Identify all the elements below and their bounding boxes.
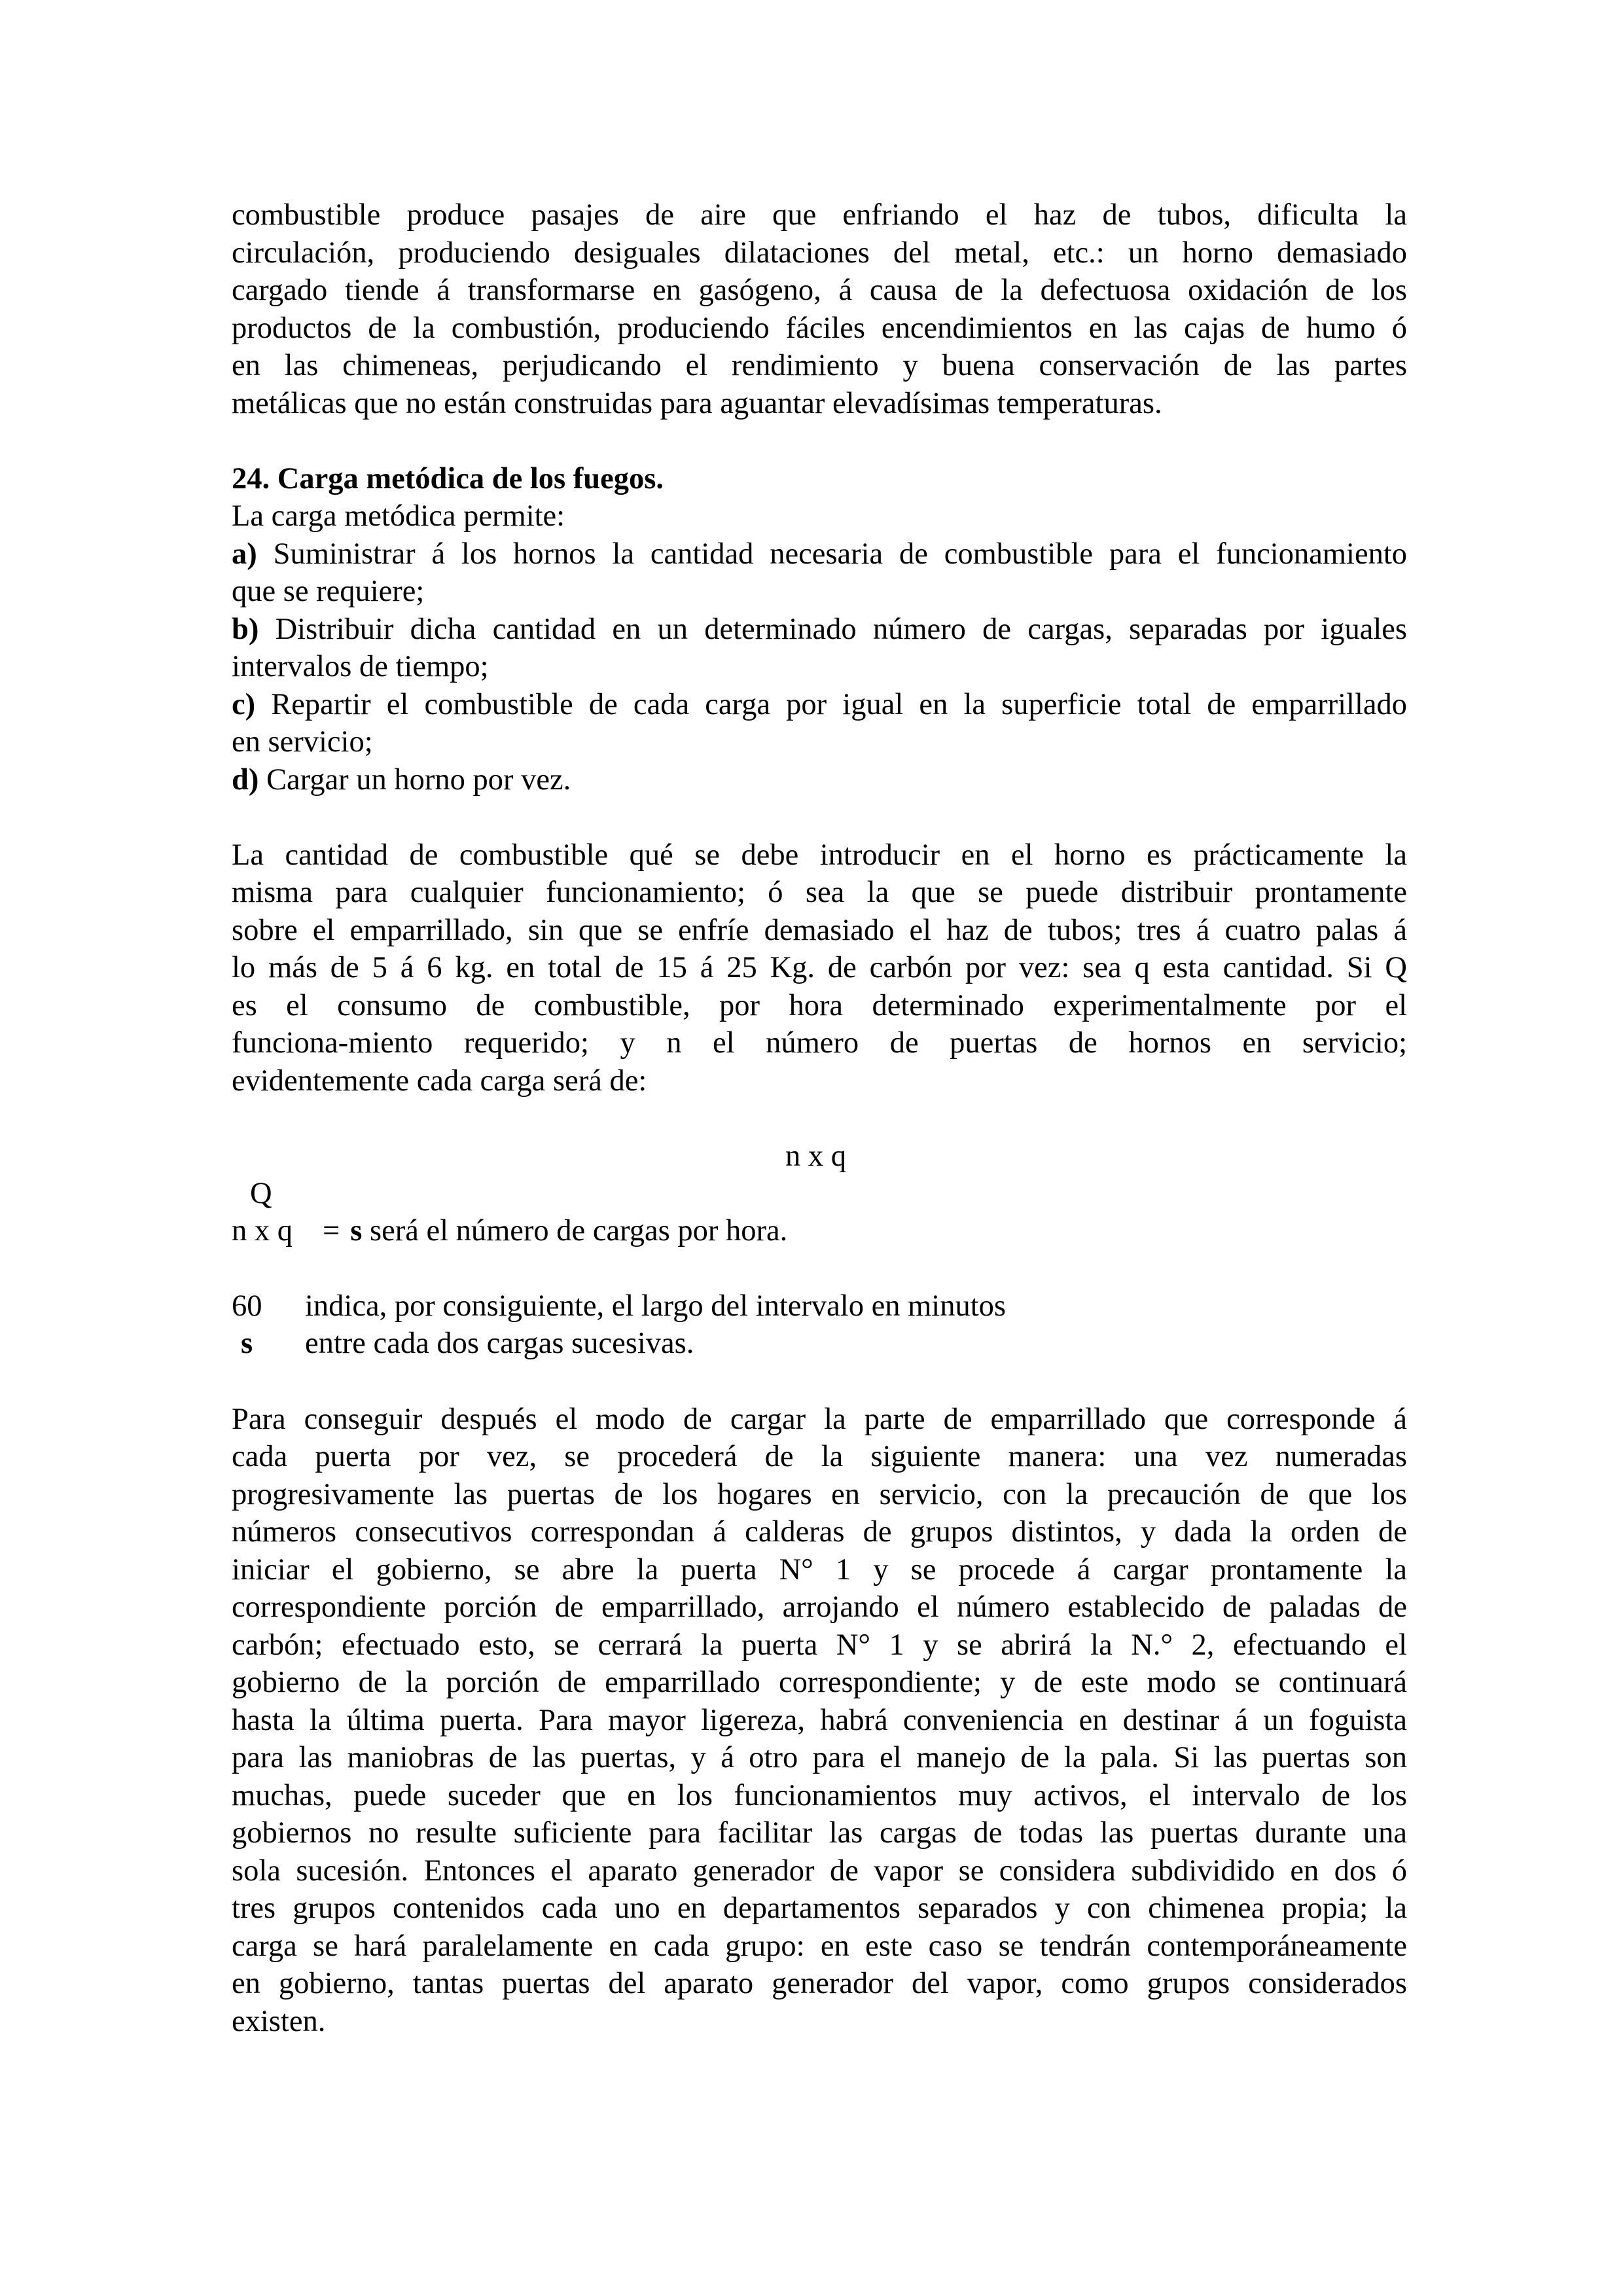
text-line: productos de la combustión, produciendo fáciles encendimientos en las cajas de humo ó xyxy=(232,311,1407,345)
section-carga-metodica xyxy=(232,460,1407,799)
formula-denominator-line xyxy=(232,1212,787,1250)
text-line: en gobierno, tantas puertas del aparato generador del vapor, como grupos considerados xyxy=(232,1967,1407,2000)
quantity-paragraph xyxy=(232,836,1407,1100)
text-line: Para conseguir después el modo de cargar la parte de emparrillado que corresponde á xyxy=(232,1402,1407,1436)
text-line: números consecutivos correspondan á calderas de grupos distintos, y dada la orden de xyxy=(232,1515,1407,1549)
paragraph-spacer xyxy=(232,1100,1407,1138)
text-line: iniciar el gobierno, se abre la puerta N° 1 y se procede á cargar prontamente la xyxy=(232,1552,1407,1587)
text-line: funciona-miento requerido; y n el número de puertas de hornos en servicio; xyxy=(232,1026,1407,1060)
text-line: en las chimeneas, perjudicando el rendimiento y buena conservación de las partes xyxy=(232,349,1407,382)
text-line: cada puerta por vez, se procederá de la siguiente manera: una vez numeradas xyxy=(232,1440,1407,1473)
text-line: sola sucesión. Entonces el aparato generador de vapor se considera subdividido en dos ó xyxy=(232,1854,1407,1888)
text-line: cargado tiende á transformarse en gasógeno, á causa de la defectuosa oxidación de los xyxy=(232,274,1407,307)
intro-paragraph xyxy=(232,196,1407,422)
formula-numerator: Q xyxy=(250,1176,272,1210)
formula-interval xyxy=(232,1287,1407,1363)
list-item-c xyxy=(232,686,1407,761)
text-line: misma para cualquier funcionamiento; ó sea la que se puede distribuir prontamente xyxy=(232,876,1407,909)
list-item-line xyxy=(232,761,1407,799)
formula-denominator: n x q xyxy=(232,1213,293,1247)
list-item-line xyxy=(232,686,1407,724)
interval-text-line: indica, por consiguiente, el largo del intervalo en minutos xyxy=(305,1289,1006,1323)
interval-denominator: s xyxy=(241,1327,253,1360)
formula-symbol: s xyxy=(350,1213,363,1247)
list-item-text: Distribuir dicha cantidad en un determinado número de cargas, separadas por iguales xyxy=(259,612,1407,646)
text-line: correspondiente porción de emparrillado, arrojando el número establecido de paladas de xyxy=(232,1590,1407,1624)
list-item-text: Cargar un horno por vez. xyxy=(259,762,571,797)
text-line: existen. xyxy=(232,2004,326,2038)
text-line: metálicas que no están construidas para aguantar elevadísimas temperaturas. xyxy=(232,386,1162,420)
interval-text-line: entre cada dos cargas sucesivas. xyxy=(305,1327,694,1360)
text-line: hasta la última puerta. Para mayor ligereza, habrá conveniencia en destinar á un foguista xyxy=(232,1703,1407,1737)
procedure-paragraph xyxy=(232,1401,1407,2041)
formula-charges-per-hour xyxy=(232,1138,1407,1250)
formula-top-term: n x q xyxy=(785,1139,846,1173)
text-line: es el consumo de combustible, por hora determinado experimentalmente por el xyxy=(232,988,1407,1022)
text-line: progresivamente las puertas de los hogares en servicio, con la precaución de que los xyxy=(232,1477,1407,1511)
list-item-d xyxy=(232,761,1407,799)
interval-numerator: 60 xyxy=(232,1289,262,1323)
text-line: sobre el emparrillado, sin que se enfríe demasiado el haz de tubos; tres á cuatro palas á xyxy=(232,913,1407,947)
text-line: tres grupos contenidos cada uno en departamentos separados y con chimenea propia; la xyxy=(232,1892,1407,1925)
list-item-label: a) xyxy=(232,537,257,571)
text-line: evidentemente cada carga será de: xyxy=(232,1064,647,1098)
list-item-text: Repartir el combustible de cada carga por igual en la superficie total de emparrillado xyxy=(255,687,1407,721)
list-item-label: d) xyxy=(232,762,259,797)
list-item-label: c) xyxy=(232,687,256,721)
text-line: circulación, produciendo desiguales dilataciones del metal, etc.: un horno demasiado xyxy=(232,236,1407,270)
paragraph-spacer xyxy=(232,1250,1407,1288)
paragraph-spacer xyxy=(232,798,1407,836)
paragraph-spacer xyxy=(232,1363,1407,1401)
section-lead: La carga metódica permite: xyxy=(232,499,565,533)
section-heading: 24. Carga metódica de los fuegos. xyxy=(232,461,664,495)
text-line: para las maniobras de las puertas, y á otro para el manejo de la pala. Si las puertas son xyxy=(232,1741,1407,1774)
paragraph-spacer xyxy=(232,422,1407,460)
list-item-line: que se requiere; xyxy=(232,575,425,608)
text-line: combustible produce pasajes de aire que enfriando el haz de tubos, dificulta la xyxy=(232,198,1407,232)
list-item-label: b) xyxy=(232,612,259,646)
text-line: carbón; efectuado esto, se cerrará la puerta N° 1 y se abrirá la N.° 2, efectuando el xyxy=(232,1628,1407,1662)
text-line: muchas, puede suceder que en los funcionamientos muy activos, el intervalo de los xyxy=(232,1778,1407,1812)
list-item-line: intervalos de tiempo; xyxy=(232,650,489,683)
list-item-a xyxy=(232,535,1407,611)
text-line: gobiernos no resulte suficiente para facilitar las cargas de todas las puertas durante una xyxy=(232,1816,1407,1850)
text-line: La cantidad de combustible qué se debe introducir en el horno es prácticamente la xyxy=(232,838,1407,872)
document-page xyxy=(232,196,1407,2040)
formula-description: será el número de cargas por hora. xyxy=(362,1213,788,1247)
text-line: carga se hará paralelamente en cada grupo: en este caso se tendrán contemporáneamente xyxy=(232,1929,1407,1963)
list-item-line: en servicio; xyxy=(232,725,373,759)
text-line: gobierno de la porción de emparrillado correspondiente; y de este modo se continuará xyxy=(232,1666,1407,1699)
text-line: lo más de 5 á 6 kg. en total de 15 á 25 Kg. de carbón por vez: sea q esta cantidad. Si Q xyxy=(232,951,1407,984)
list-item-text: Suministrar á los hornos la cantidad necesaria de combustible para el funcionamiento xyxy=(257,537,1407,571)
list-item-line xyxy=(232,611,1407,649)
list-item-b xyxy=(232,611,1407,686)
list-item-line xyxy=(232,535,1407,573)
formula-equals: = xyxy=(323,1213,340,1247)
